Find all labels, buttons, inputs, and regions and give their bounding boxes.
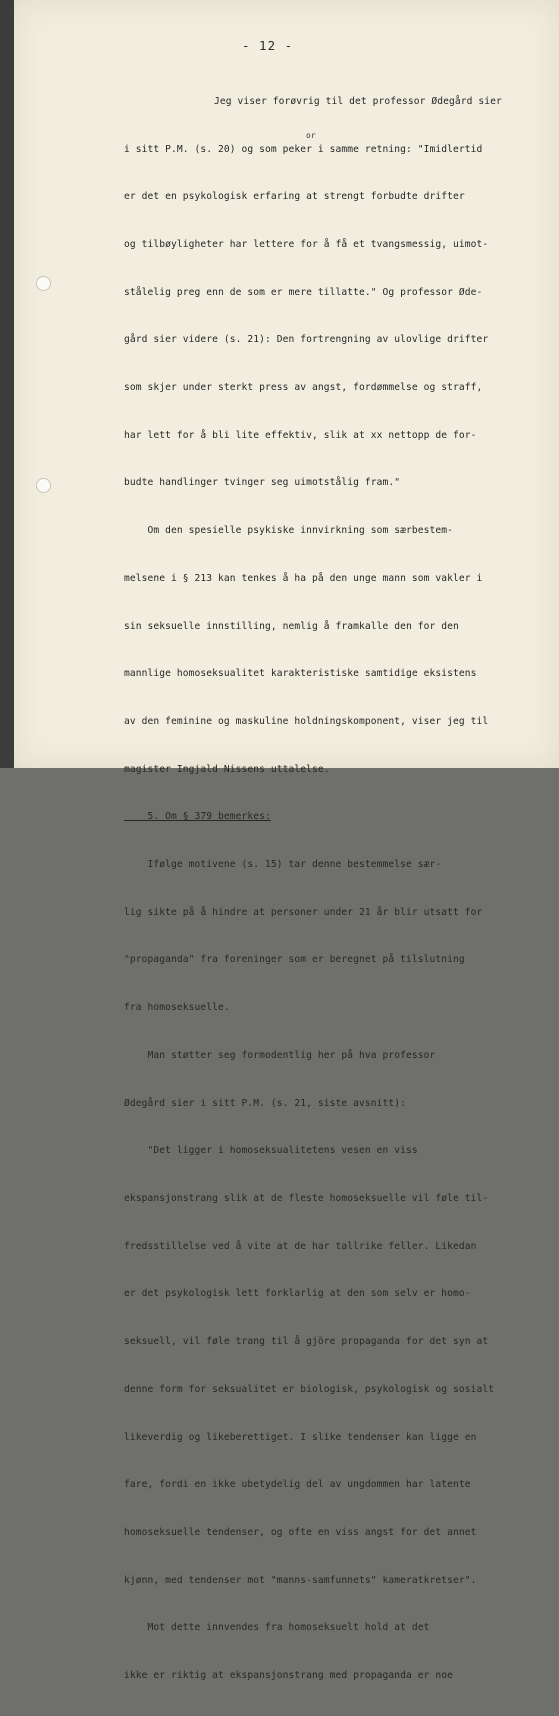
text-line: ikke er riktig at ekspansjonstrang med propaganda er noe <box>124 1670 454 1682</box>
text-line: sin seksuelle innstilling, nemlig å framkalle den for den <box>124 620 459 632</box>
text-line: og tilbøyligheter har lettere for å få et tvangsmessig, uimot- <box>124 238 489 250</box>
text-line: er det psykologisk lett forklarlig at den som selv er homo- <box>124 1288 471 1300</box>
text-line: homoseksuelle tendenser, og ofte en viss angst for det annet <box>124 1526 477 1538</box>
text-line: magister Ingjald Nissens uttalelse. <box>124 763 330 775</box>
text-line: gård sier videre (s. 21): Den fortrengning av ulovlige drifter <box>124 334 489 346</box>
text-line: lig sikte på å hindre at personer under 21 år blir utsatt for <box>124 906 483 918</box>
text-line: av den feminine og maskuline holdningskomponent, viser jeg til <box>124 715 489 727</box>
text-line: fredsstillelse ved å vite at de har tallrike feller. Likedan <box>124 1240 477 1252</box>
text-line: "propaganda" fra foreninger som er beregnet på tilslutning <box>124 954 465 966</box>
text-line: Ødegård sier i sitt P.M. (s. 21, siste avsnitt): <box>124 1097 407 1109</box>
section-heading: 5. Om § 379 bemerkes: <box>124 811 271 823</box>
typed-text-body <box>124 62 544 1716</box>
handwritten-correction: or <box>306 131 316 140</box>
text-line: "Det ligger i homoseksualitetens vesen en viss <box>124 1145 418 1157</box>
page-number: - 12 - <box>242 38 294 53</box>
text-line: Ifølge motivene (s. 15) tar denne bestemmelse sær- <box>124 859 442 871</box>
punch-hole-bottom <box>36 478 51 493</box>
text-line: likeverdig og likeberettiget. I slike tendenser kan ligge en <box>124 1431 477 1443</box>
text-line: Mot dette innvendes fra homoseksuelt hold at det <box>124 1622 430 1634</box>
text-line: Jeg viser forøvrig til det professor Ødegård sier <box>214 95 502 107</box>
text-line: seksuell, vil føle trang til å gjöre propaganda for det syn at <box>124 1336 489 1348</box>
text-line: Man støtter seg formodentlig her på hva professor <box>124 1049 436 1061</box>
scan-background-edge <box>0 0 14 768</box>
text-line: fra homoseksuelle. <box>124 1002 230 1014</box>
document-page <box>14 0 559 1682</box>
text-line: ekspansjonstrang slik at de fleste homoseksuelle vil føle til- <box>124 1192 489 1204</box>
text-line: har lett for å bli lite effektiv, slik at xx nettopp de for- <box>124 429 477 441</box>
text-line: fare, fordi en ikke ubetydelig del av ungdommen har latente <box>124 1479 471 1491</box>
text-line: stålelig preg enn de som er mere tillatte." Og professor Øde- <box>124 286 483 298</box>
text-line: som skjer under sterkt press av angst, fordømmelse og straff, <box>124 382 483 394</box>
text-line: kjønn, med tendenser mot "manns-samfunnets" kameratkretser". <box>124 1574 477 1586</box>
text-line: i sitt P.M. (s. 20) og som peker i samme retning: "Imidlertid <box>124 143 483 155</box>
text-line: Om den spesielle psykiske innvirkning som særbestem- <box>124 525 454 537</box>
text-line: budte handlinger tvinger seg uimotstålig fram." <box>124 477 401 489</box>
text-line: mannlige homoseksualitet karakteristiske samtidige eksistens <box>124 668 477 680</box>
text-line: er det en psykologisk erfaring at strengt forbudte drifter <box>124 191 465 203</box>
text-line: denne form for seksualitet er biologisk, psykologisk og sosialt <box>124 1383 495 1395</box>
punch-hole-top <box>36 276 51 291</box>
text-line: melsene i § 213 kan tenkes å ha på den unge mann som vakler i <box>124 572 483 584</box>
